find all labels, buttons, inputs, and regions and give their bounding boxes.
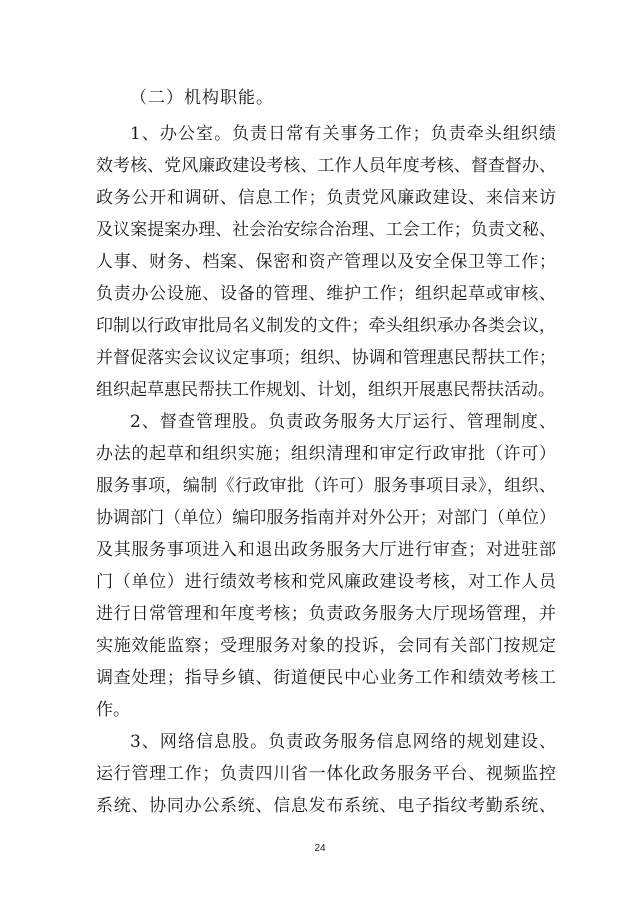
- text-line: 及议案提案办理、社会治安综合治理、工会工作；负责文秘、: [96, 220, 556, 240]
- page-number: 24: [314, 843, 326, 854]
- text-line: 负责办公设施、设备的管理、维护工作；组织起草或审核、: [96, 284, 556, 304]
- text-line: 协调部门（单位）编印服务指南并对外公开；对部门（单位）: [96, 508, 556, 528]
- text-line: 门（单位）进行绩效考核和党风廉政建设考核，对工作人员: [96, 572, 556, 592]
- text-line: 印制以行政审批局名义制发的文件；牵头组织承办各类会议，: [96, 316, 556, 336]
- text-line: 系统、协同办公系统、信息发布系统、电子指纹考勤系统、: [96, 796, 556, 816]
- section-heading: （二）机构职能。: [130, 88, 274, 108]
- text-line: 运行管理工作；负责四川省一体化政务服务平台、视频监控: [96, 764, 556, 784]
- text-line: 2、督查管理股。负责政务服务大厅运行、管理制度、: [130, 412, 556, 432]
- text-line: 1、办公室。负责日常有关事务工作；负责牵头组织绩: [130, 124, 556, 144]
- text-line: 作。: [96, 700, 130, 720]
- paragraph-network-info: [96, 726, 556, 822]
- text-line: 效考核、党风廉政建设考核、工作人员年度考核、督查督办、: [96, 156, 556, 176]
- text-line: 及其服务事项进入和退出政务服务大厅进行审查；对进驻部: [96, 540, 556, 560]
- text-line: 调查处理；指导乡镇、街道便民中心业务工作和绩效考核工: [96, 668, 556, 688]
- paragraph-office: [96, 118, 556, 406]
- text-line: 政务公开和调研、信息工作；负责党风廉政建设、来信来访: [96, 188, 556, 208]
- text-line: 服务事项，编制《行政审批（许可）服务事项目录》，组织、: [96, 476, 556, 496]
- text-line: 并督促落实会议议定事项；组织、协调和管理惠民帮扶工作；: [96, 348, 556, 368]
- text-line: 进行日常管理和年度考核；负责政务服务大厅现场管理，并: [96, 604, 556, 624]
- text-line: 办法的起草和组织实施；组织清理和审定行政审批（许可）: [96, 444, 556, 464]
- text-line: 3、网络信息股。负责政务服务信息网络的规划建设、: [130, 732, 556, 752]
- text-line: 组织起草惠民帮扶工作规划、计划，组织开展惠民帮扶活动。: [96, 380, 555, 400]
- text-line: 人事、财务、档案、保密和资产管理以及安全保卫等工作；: [96, 252, 556, 272]
- text-line: 实施效能监察；受理服务对象的投诉，会同有关部门按规定: [96, 636, 556, 656]
- paragraph-supervision: [96, 406, 556, 726]
